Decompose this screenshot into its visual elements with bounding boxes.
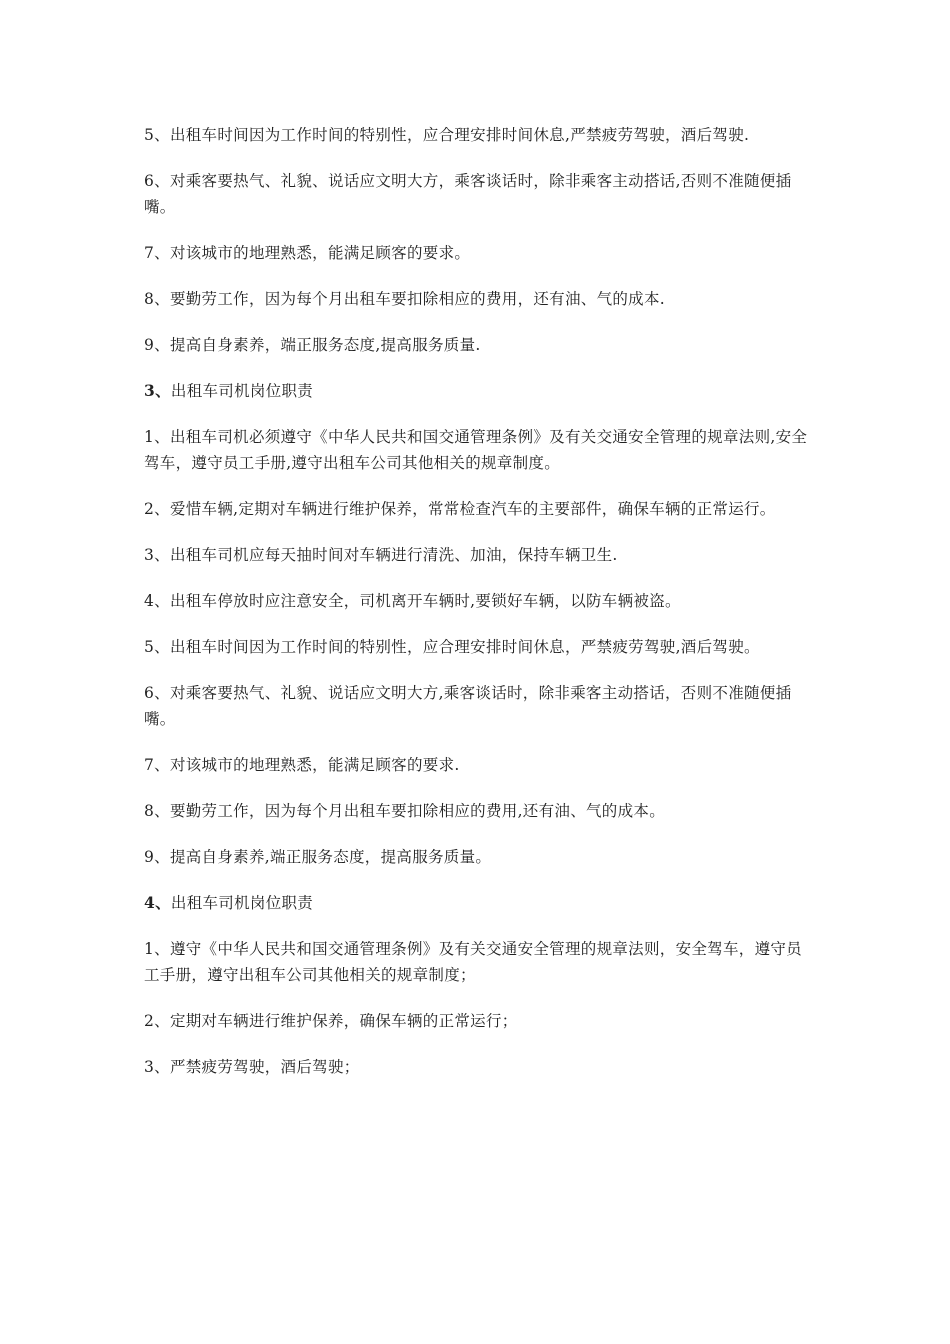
section-heading-3 (144, 378, 814, 404)
paragraph-9-quality: 9、提高自身素养,端正服务态度，提高服务质量。 (144, 848, 492, 866)
paragraph-9-quality: 9、提高自身素养，端正服务态度,提高服务质量. (144, 336, 481, 354)
paragraph-4-parking: 4、出租车停放时应注意安全，司机离开车辆时,要锁好车辆，以防车辆被盗。 (144, 592, 681, 610)
paragraph-8-diligence: 8、要勤劳工作，因为每个月出租车要扣除相应的费用，还有油、气的成本. (144, 290, 665, 308)
section-title: 出租车司机岗位职责 (170, 382, 314, 400)
document-body (144, 122, 814, 1100)
section-number: 3、 (144, 381, 171, 400)
paragraph-1-regulations: 1、遵守《中华人民共和国交通管理条例》及有关交通安全管理的规章法则，安全驾车，遵守员工手册，遵守出租车公司其他相关的规章制度； (144, 940, 802, 984)
section-number: 4、 (144, 893, 171, 912)
section-title: 出租车司机岗位职责 (170, 894, 314, 912)
paragraph-6-courtesy: 6、对乘客要热气、礼貌、说话应文明大方,乘客谈话时，除非乘客主动搭话，否则不准随便插嘴。 (144, 684, 792, 728)
paragraph-6-courtesy: 6、对乘客要热气、礼貌、说话应文明大方，乘客谈话时，除非乘客主动搭话,否则不准随便插嘴。 (144, 172, 792, 216)
section-heading-4 (144, 890, 814, 916)
paragraph-7-geography: 7、对该城市的地理熟悉，能满足顾客的要求. (144, 756, 460, 774)
paragraph-2-maintenance: 2、定期对车辆进行维护保养，确保车辆的正常运行； (144, 1012, 518, 1030)
paragraph-5-rest: 5、出租车时间因为工作时间的特别性，应合理安排时间休息,严禁疲劳驾驶，酒后驾驶. (144, 126, 750, 144)
paragraph-1-regulations: 1、出租车司机必须遵守《中华人民共和国交通管理条例》及有关交通安全管理的规章法则,安全驾车，遵守员工手册,遵守出租车公司其他相关的规章制度。 (144, 428, 808, 472)
paragraph-3-cleaning: 3、出租车司机应每天抽时间对车辆进行清洗、加油，保持车辆卫生. (144, 546, 618, 564)
paragraph-5-rest: 5、出租车时间因为工作时间的特别性，应合理安排时间休息，严禁疲劳驾驶,酒后驾驶。 (144, 638, 760, 656)
paragraph-8-diligence: 8、要勤劳工作，因为每个月出租车要扣除相应的费用,还有油、气的成本。 (144, 802, 665, 820)
paragraph-3-no-fatigue: 3、严禁疲劳驾驶，酒后驾驶； (144, 1058, 360, 1076)
paragraph-7-geography: 7、对该城市的地理熟悉，能满足顾客的要求。 (144, 244, 471, 262)
paragraph-2-maintenance: 2、爱惜车辆,定期对车辆进行维护保养，常常检查汽车的主要部件，确保车辆的正常运行。 (144, 500, 776, 518)
